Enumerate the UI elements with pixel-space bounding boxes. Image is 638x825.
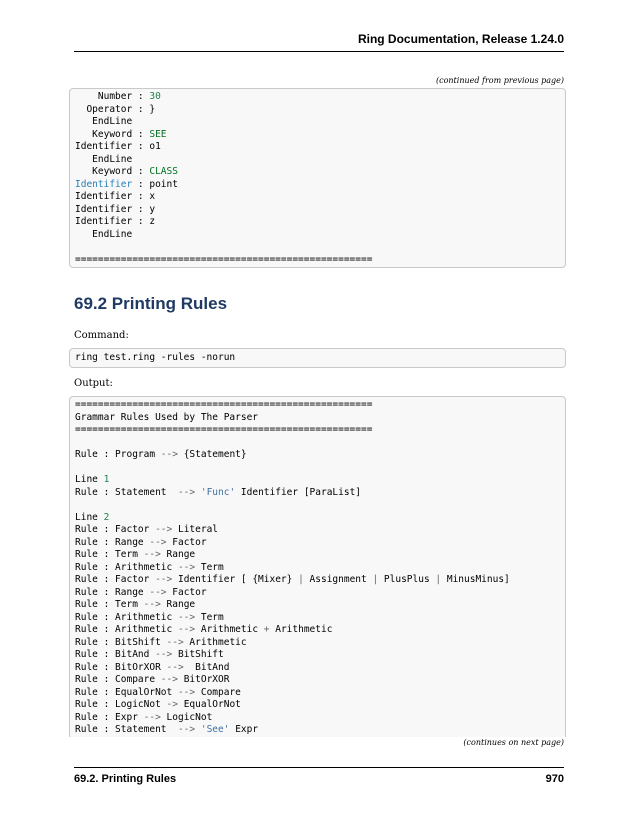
rules-line: ==================================================== [75, 424, 373, 435]
rules-line: Rule : Arithmetic --> Term [75, 561, 224, 573]
rules-line: Rule : Expr --> LogicNot [75, 711, 213, 723]
token-name: Identifier [75, 178, 133, 190]
token-output-block [69, 88, 566, 268]
token-name: Number : [75, 91, 150, 102]
token-value: x [149, 191, 156, 202]
command-block [69, 348, 566, 368]
token-line [75, 141, 161, 152]
token-line [75, 229, 132, 240]
page-number: 970 [545, 773, 564, 785]
token-value: 30 [149, 91, 161, 102]
rules-line: Rule : Arithmetic --> Term [75, 611, 224, 623]
rules-line: Rule : EqualOrNot --> Compare [75, 686, 241, 698]
header-rule [74, 51, 564, 52]
token-name: Keyword : [75, 166, 150, 177]
running-header-title: Ring Documentation, Release 1.24.0 [357, 32, 564, 46]
command-label: Command: [74, 330, 129, 341]
token-line [75, 179, 178, 190]
rules-output-code [75, 399, 560, 737]
token-name: EndLine [75, 116, 133, 127]
token-line [75, 104, 155, 115]
rules-line: Rule : BitShift --> Arithmetic [75, 636, 247, 648]
rules-line: Rule : Range --> Factor [75, 536, 207, 548]
rules-line: Rule : LogicNot -> EqualOrNot [75, 699, 241, 710]
token-line [75, 191, 155, 202]
token-output-code [75, 91, 560, 266]
rules-line: Line 1 [75, 474, 110, 485]
token-line [75, 91, 161, 102]
token-name: EndLine [75, 153, 133, 165]
token-name: EndLine [75, 228, 133, 240]
token-line [75, 129, 167, 140]
token-line [75, 254, 372, 265]
rules-line: Line 2 [75, 511, 110, 523]
rules-line: Rule : Program --> {Statement} [75, 449, 247, 460]
token-line [75, 204, 155, 215]
token-value: SEE [149, 128, 167, 140]
token-line [75, 166, 178, 177]
rules-line: Rule : Factor --> Identifier [ {Mixer} | Assignment | PlusPlus | MinusMinus] [75, 574, 510, 585]
token-line [75, 216, 155, 227]
output-label: Output: [74, 378, 113, 389]
command-code: ring test.ring -rules -norun [75, 352, 236, 363]
rules-line: Rule : Range --> Factor [75, 586, 207, 598]
rules-output-block [69, 396, 566, 737]
section-heading: 69.2 Printing Rules [74, 294, 228, 313]
token-name: Identifier : [75, 141, 150, 152]
token-name: Identifier : [75, 191, 150, 202]
token-name: Keyword : [75, 128, 150, 140]
token-value: y [149, 203, 156, 215]
token-name: ==================================================== [75, 253, 373, 265]
token-value: CLASS [149, 166, 178, 177]
rules-line: Rule : Term --> Range [75, 549, 196, 560]
rules-line: Rule : BitAnd --> BitShift [75, 649, 224, 660]
footer-section: 69.2. Printing Rules [74, 773, 177, 785]
rules-line: Rule : Factor --> Literal [75, 524, 219, 535]
rules-line: Rule : Term --> Range [75, 599, 196, 610]
token-value: o1 [149, 141, 161, 152]
footer-rule [74, 767, 564, 768]
rules-line: Rule : Compare --> BitOrXOR [75, 674, 230, 685]
token-name: Operator : [75, 103, 150, 115]
rules-line: Rule : BitOrXOR --> BitAnd [75, 661, 230, 673]
rules-line: Rule : Statement --> 'Func' Identifier [ParaList] [75, 486, 362, 498]
rules-line: ==================================================== [75, 399, 373, 410]
continues-on-note: (continues on next page) [463, 738, 564, 747]
token-value: z [149, 216, 156, 227]
token-value: } [149, 103, 156, 115]
rules-line: Grammar Rules Used by The Parser [75, 411, 259, 423]
token-name: Identifier : [75, 203, 150, 215]
token-line [75, 116, 132, 127]
rules-line: Rule : Statement --> 'See' Expr [75, 724, 259, 735]
rules-line: Rule : Arithmetic --> Arithmetic + Arithmetic [75, 624, 333, 635]
token-line [75, 154, 132, 165]
token-name: Identifier : [75, 216, 150, 227]
continued-from-note: (continued from previous page) [435, 76, 564, 85]
token-value: : point [132, 178, 178, 190]
